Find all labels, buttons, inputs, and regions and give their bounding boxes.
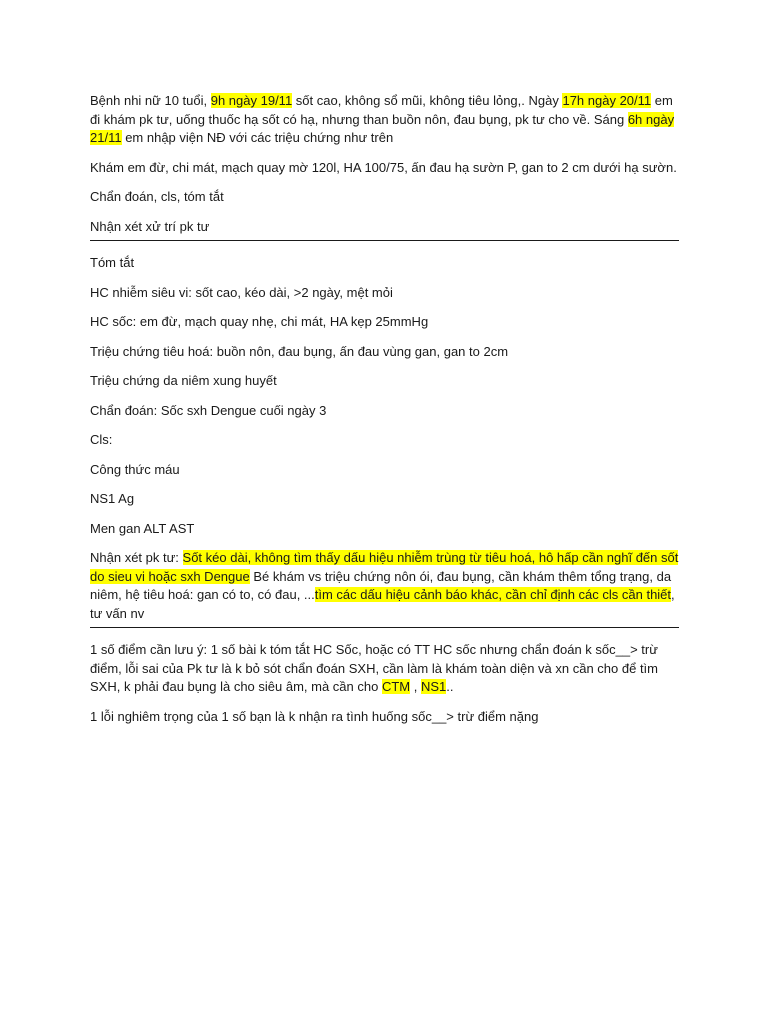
comment-highlight-2: tìm các dấu hiệu cảnh báo khác, cần chỉ định các cls cần thiết [314, 587, 672, 602]
notes-text-2: , [410, 679, 421, 694]
divider-1 [90, 240, 679, 241]
divider-2 [90, 627, 679, 628]
task-paragraph: Chẩn đoán, cls, tóm tắt [90, 189, 224, 204]
case-text-4: em nhập viện NĐ với các triệu chứng như trên [121, 130, 394, 145]
notes-highlight-ctm: CTM [381, 679, 411, 694]
summary-item: Triệu chứng tiêu hoá: buồn nôn, đau bụng, ấn đau vùng gan, gan to 2cm [90, 343, 509, 359]
case-text-3: em đi khám pk tư, uống thuốc hạ sốt có hạ, nhưng than buồn nôn, đau bụng, pk tư cho về. Sáng [90, 93, 673, 127]
comment-highlight-1: Sốt kéo dài, không tìm thấy dấu hiệu nhiễm trùng từ tiêu hoá, hô hấp cần nghĩ đến sốt do sieu vi hoặc sxh Dengue [90, 550, 679, 584]
case-text-1: Bệnh nhi nữ 10 tuổi, [90, 93, 211, 108]
clinic-comment-paragraph [90, 549, 679, 623]
comment-text-3: , tư vấn nv [90, 587, 675, 621]
diagnosis-line: Chẩn đoán: Sốc sxh Dengue cuối ngày 3 [90, 402, 327, 418]
case-paragraph [90, 92, 679, 148]
exam-paragraph: Khám em đừ, chi mát, mạch quay mờ 120l, HA 100/75, ấn đau hạ sườn P, gan to 2 cm dưới hạ sườn. [90, 159, 677, 175]
summary-item: Triệu chứng da niêm xung huyết [90, 373, 277, 388]
cls-item: Men gan ALT AST [90, 520, 195, 536]
notes-paragraph [90, 641, 679, 697]
cls-item: NS1 Ag [90, 491, 135, 506]
cls-heading: Cls: [90, 432, 113, 447]
cls-item: Công thức máu [90, 461, 180, 477]
summary-item: HC sốc: em đừ, mạch quay nhẹ, chi mát, HA kẹp 25mmHg [90, 314, 429, 329]
comment-text-2: Bé khám vs triệu chứng nôn ói, đau bụng, cần khám thêm tổng trạng, da niêm, hệ tiêu hoá: gan có to, có đau, ... [90, 568, 672, 602]
summary-title: Tóm tắt [90, 255, 135, 270]
case-text-2: sốt cao, không sổ mũi, không tiêu lỏng,. Ngày [292, 93, 563, 108]
notes-text-1: 1 số điểm cần lưu ý: 1 số bài k tóm tắt HC Sốc, hoặc có TT HC sốc nhưng chẩn đoán k sốc__> trừ điểm, lỗi sai của Pk tư là k bỏ sót chẩn đoán SXH, cần làm là khám toàn diện và xn cần cho để tìm SXH, k phải đau bụng là cho siêu âm, mà cần cho [90, 642, 659, 694]
serious-error-paragraph: 1 lỗi nghiêm trọng của 1 số bạn là k nhận ra tình huống sốc__> trừ điểm nặng [90, 708, 539, 724]
notes-text-3: .. [446, 679, 454, 694]
highlight-date-2: 17h ngày 20/11 [562, 93, 652, 108]
task-comment-paragraph: Nhận xét xử trí pk tư [90, 218, 210, 234]
comment-text-1: Nhận xét pk tư: [90, 550, 183, 565]
summary-item: HC nhiễm siêu vi: sốt cao, kéo dài, >2 ngày, mệt mỏi [90, 284, 393, 300]
notes-highlight-ns1: NS1 [420, 679, 447, 694]
highlight-date-3: 6h ngày 21/11 [90, 111, 675, 145]
document-page [90, 92, 679, 737]
highlight-date-1: 9h ngày 19/11 [210, 93, 293, 108]
